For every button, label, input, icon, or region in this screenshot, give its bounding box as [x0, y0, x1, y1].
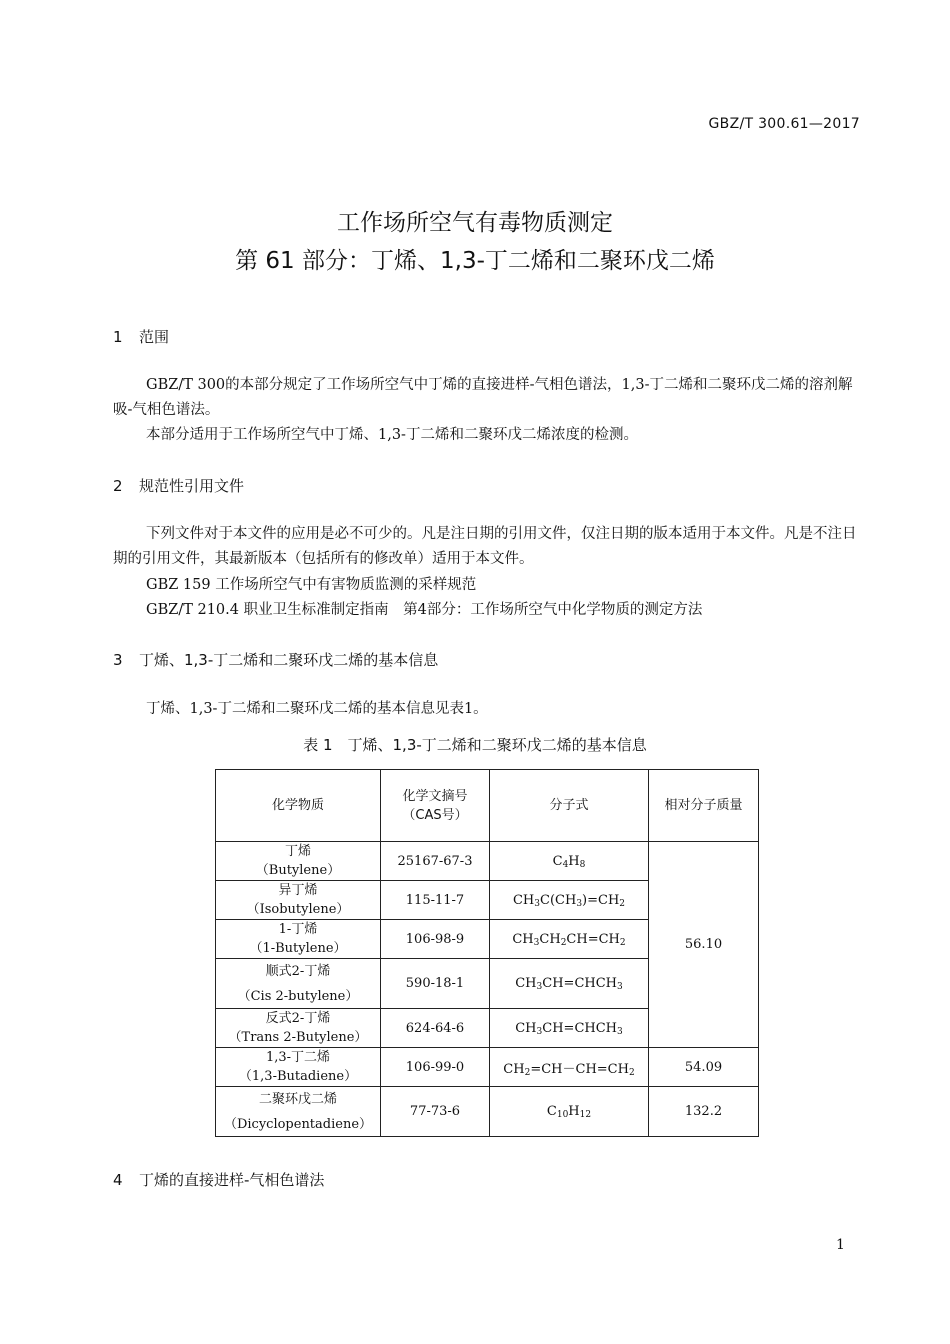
table-row [216, 842, 759, 881]
cas-cell: 77-73-6 [381, 1087, 490, 1137]
header-mass: 相对分子质量 [649, 770, 759, 842]
substance-cell [216, 1009, 381, 1048]
substance-cn: 二聚环戊二烯 [258, 1091, 337, 1107]
substance-en: （Dicyclopentadiene） [223, 1116, 373, 1132]
reference-gbzt-210-4: GBZ/T 210.4 职业卫生标准制定指南 第4部分：工作场所空气中化学物质的测定方法 [146, 602, 703, 618]
substance-en: （1-Butylene） [249, 941, 347, 956]
substance-cn: 顺式2-丁烯 [265, 963, 331, 979]
title-line-2: 第 61 部分：丁烯、1,3-丁二烯和二聚环戊二烯 [235, 248, 715, 274]
formula-cell: $C_{10}H_{12}$ [490, 1087, 649, 1137]
substance-cell [216, 1048, 381, 1087]
table-header-row [216, 770, 759, 842]
normative-references-paragraph: 下列文件对于本文件的应用是必不可少的。凡是注日期的引用文件，仅注日期的版本适用于本文件。凡是不注日期的引用文件，其最新版本（包括所有的修改单）适用于本文件。 [113, 526, 857, 567]
substance-cell [216, 920, 381, 959]
section-title: 范围 [139, 328, 170, 346]
section-2-heading [113, 475, 244, 496]
basic-info-paragraph: 丁烯、1,3-丁二烯和二聚环戊二烯的基本信息见表1。 [146, 701, 488, 717]
substance-cn: 丁烯 [284, 844, 311, 859]
scope-paragraph-2: 本部分适用于工作场所空气中丁烯、1,3-丁二烯和二聚环戊二烯浓度的检测。 [146, 427, 638, 443]
substance-en: （1,3-Butadiene） [238, 1069, 358, 1084]
basic-info-table [215, 769, 759, 1137]
cas-cell: 106-99-0 [381, 1048, 490, 1087]
formula-cell: $CH_3CH=CHCH_3$ [490, 1009, 649, 1048]
substance-en: （Butylene） [255, 863, 341, 878]
formula-cell: $C_4H_8$ [490, 842, 649, 881]
cas-cell: 624-64-6 [381, 1009, 490, 1048]
cas-cell: 25167-67-3 [381, 842, 490, 881]
cas-cell: 115-11-7 [381, 881, 490, 920]
substance-cell [216, 959, 381, 1009]
section-title: 丁烯、1,3-丁二烯和二聚环戊二烯的基本信息 [139, 651, 439, 669]
table-caption: 表 1 丁烯、1,3-丁二烯和二聚环戊二烯的基本信息 [303, 736, 647, 754]
cas-cell: 106-98-9 [381, 920, 490, 959]
mass-cell-butylenes: 56.10 [649, 842, 759, 1048]
reference-gbz-159: GBZ 159 工作场所空气中有害物质监测的采样规范 [146, 577, 477, 593]
formula-cell: $CH_3CH=CHCH_3$ [490, 959, 649, 1009]
mass-cell: 132.2 [649, 1087, 759, 1137]
scope-paragraph-1: GBZ/T 300的本部分规定了工作场所空气中丁烯的直接进样-气相色谱法，1,3-丁二烯和二聚环戊二烯的溶剂解吸-气相色谱法。 [113, 377, 853, 418]
formula-cell: $CH_2=CH-CH=CH_2$ [490, 1048, 649, 1087]
header-formula: 分子式 [490, 770, 649, 842]
substance-cn: 异丁烯 [278, 883, 318, 898]
section-1-heading [113, 326, 169, 347]
substance-en: （Trans 2-Butylene） [228, 1030, 368, 1045]
substance-cell [216, 881, 381, 920]
section-title: 规范性引用文件 [139, 477, 245, 495]
cas-cell: 590-18-1 [381, 959, 490, 1009]
formula-cell: $CH_3C(CH_3)=CH_2$ [490, 881, 649, 920]
standard-code: GBZ/T 300.61—2017 [708, 116, 860, 132]
substance-en: （Cis 2-butylene） [237, 988, 359, 1004]
section-number: 2 [113, 477, 123, 495]
formula-cell: $CH_3CH_2CH=CH_2$ [490, 920, 649, 959]
substance-cn: 1,3-丁二烯 [265, 1050, 331, 1065]
section-3-heading [113, 649, 438, 670]
substance-cn: 1-丁烯 [278, 922, 318, 937]
header-cas-line-1: 化学文摘号 [402, 788, 468, 804]
section-number: 3 [113, 651, 123, 669]
section-number: 1 [113, 328, 123, 346]
page-number: 1 [836, 1237, 845, 1253]
mass-cell: 54.09 [649, 1048, 759, 1087]
table-row [216, 1087, 759, 1137]
header-substance: 化学物质 [216, 770, 381, 842]
header-cas-line-2: （CAS号） [402, 807, 468, 823]
title-line-1: 工作场所空气有毒物质测定 [337, 210, 613, 236]
section-number: 4 [113, 1171, 123, 1189]
substance-cell [216, 1087, 381, 1137]
section-4-heading [113, 1169, 324, 1190]
substance-cn: 反式2-丁烯 [265, 1011, 331, 1026]
header-cas [381, 770, 490, 842]
substance-en: （Isobutylene） [246, 902, 350, 917]
document-title [0, 204, 950, 280]
section-title: 丁烯的直接进样-气相色谱法 [139, 1171, 325, 1189]
substance-cell [216, 842, 381, 881]
table-row [216, 1048, 759, 1087]
